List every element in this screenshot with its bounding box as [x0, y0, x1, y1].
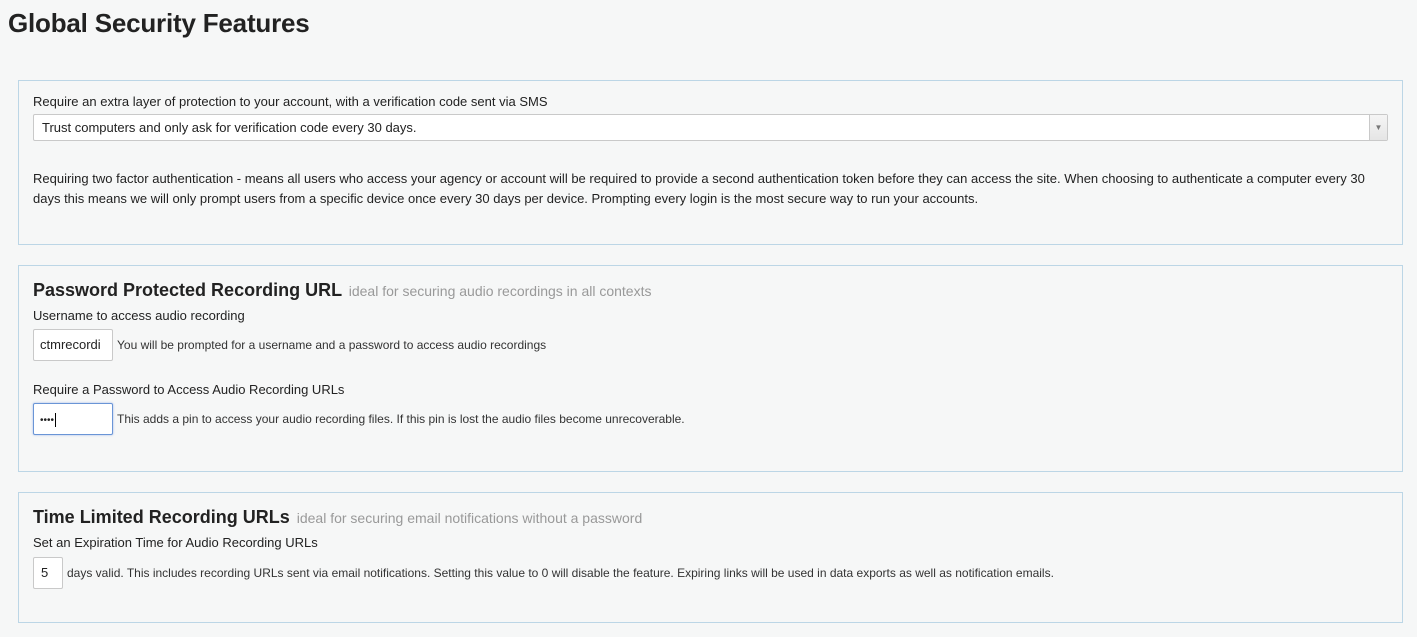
expiration-help: days valid. This includes recording URLs sent via email notifications. Setting this value to 0 will disable the feature. Expiring links will be used in data exports as well as notification emails.: [67, 566, 1054, 580]
expiration-value: 5: [41, 565, 49, 580]
page-title: Global Security Features: [8, 8, 310, 38]
expiration-label: Set an Expiration Time for Audio Recording URLs: [33, 535, 318, 550]
password-label: Require a Password to Access Audio Recording URLs: [33, 382, 345, 397]
text-caret: [55, 413, 56, 427]
time-limited-title: Time Limited Recording URLs: [33, 507, 290, 527]
password-protected-subtitle: ideal for securing audio recordings in all contexts: [348, 283, 652, 299]
username-input[interactable]: [33, 329, 113, 361]
password-protected-panel: [18, 265, 1403, 472]
password-protected-title: Password Protected Recording URL: [33, 280, 342, 300]
expiration-input[interactable]: [33, 557, 63, 589]
time-limited-heading: [33, 507, 642, 528]
time-limited-subtitle: ideal for securing email notifications without a password: [296, 510, 643, 526]
password-help: This adds a pin to access your audio recording files. If this pin is lost the audio files become unrecoverable.: [117, 412, 685, 426]
password-value: ••••: [40, 415, 55, 426]
time-limited-panel: [18, 492, 1403, 623]
two-factor-select[interactable]: [33, 114, 1388, 141]
username-help: You will be prompted for a username and a password to access audio recordings: [117, 338, 547, 352]
username-value: ctmrecordi: [40, 337, 101, 352]
two-factor-description: Requiring two factor authentication - means all users who access your agency or account will be required to provide a second authentication token before they can access the site. When choosing to authenticate a computer every 30 days this means we will only prompt users from a specific device once every 30 days per device. Prompting every login is the most secure way to run your accounts.: [33, 171, 1365, 206]
username-label: Username to access audio recording: [33, 308, 245, 323]
two-factor-label: Require an extra layer of protection to your account, with a verification code sent via SMS: [33, 94, 548, 109]
two-factor-selected-value: Trust computers and only ask for verification code every 30 days.: [42, 120, 417, 135]
two-factor-panel: [18, 80, 1403, 245]
password-protected-heading: [33, 280, 651, 301]
password-input[interactable]: [33, 403, 113, 435]
chevron-down-icon[interactable]: ▼: [1369, 115, 1387, 140]
